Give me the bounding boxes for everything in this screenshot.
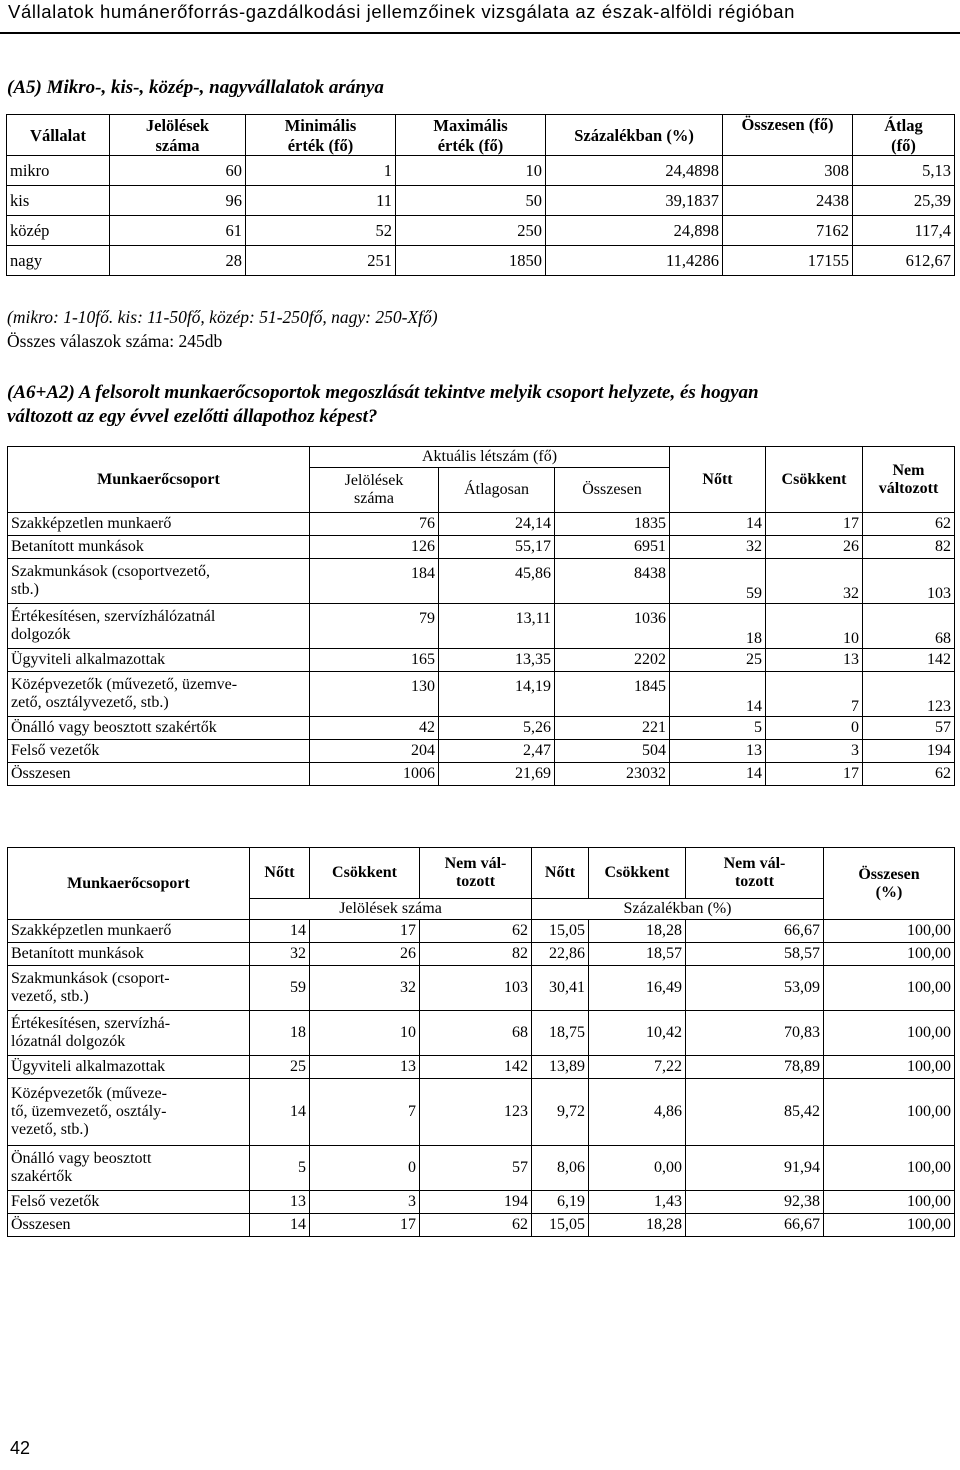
cell-group bbox=[8, 717, 310, 740]
cell-avg: 612,67 bbox=[853, 246, 955, 276]
table-row bbox=[8, 1214, 955, 1237]
cell-total: 221 bbox=[555, 717, 670, 740]
cell-decreased: 10 bbox=[310, 1011, 420, 1056]
col-decreased: Csökkent bbox=[310, 848, 420, 899]
cell-avg: 117,4 bbox=[853, 216, 955, 246]
cell-group bbox=[8, 672, 310, 717]
col-group: Munkaerőcsoport bbox=[8, 848, 250, 920]
cell-group-line1: Középvezetők (műveze- bbox=[11, 1085, 167, 1102]
table-row bbox=[8, 649, 955, 672]
col-decreased: Csökkent bbox=[766, 447, 863, 513]
cell-max: 1850 bbox=[396, 246, 546, 276]
cell-unchanged: 142 bbox=[863, 649, 955, 672]
cell-group-line2: stb.) bbox=[11, 581, 39, 598]
cell-total-pct: 100,00 bbox=[824, 966, 955, 1011]
table-row bbox=[8, 763, 955, 786]
cell-marks: 165 bbox=[310, 649, 439, 672]
cell-unchanged: 62 bbox=[863, 513, 955, 536]
table-row bbox=[8, 672, 955, 717]
cell-total: 17155 bbox=[723, 246, 853, 276]
cell-decreased: 26 bbox=[310, 943, 420, 966]
cell-grew: 5 bbox=[250, 1146, 310, 1191]
cell-group-line1: Szakmunkások (csoportvezető, bbox=[11, 563, 211, 580]
cell-marks: 96 bbox=[110, 186, 246, 216]
col-unchanged-line1: Nem bbox=[892, 461, 925, 479]
cell-decreased: 17 bbox=[766, 763, 863, 786]
cell-unchanged: 123 bbox=[420, 1079, 532, 1146]
cell-group bbox=[8, 763, 310, 786]
cell-decreased-pct: 18,28 bbox=[589, 920, 686, 943]
cell-grew-pct: 15,05 bbox=[532, 920, 589, 943]
cell-company: kis bbox=[7, 186, 110, 216]
col-marks-line2: száma bbox=[110, 135, 246, 156]
col-min-line2: érték (fő) bbox=[246, 135, 396, 156]
cell-total-pct: 100,00 bbox=[824, 1191, 955, 1214]
cell-group-line1: Ügyviteli alkalmazottak bbox=[11, 651, 166, 668]
cell-grew-pct: 22,86 bbox=[532, 943, 589, 966]
cell-grew-pct: 18,75 bbox=[532, 1011, 589, 1056]
cell-total: 23032 bbox=[555, 763, 670, 786]
cell-group-line1: Ügyviteli alkalmazottak bbox=[11, 1058, 166, 1075]
page-number: 42 bbox=[10, 1438, 31, 1458]
cell-grew: 14 bbox=[670, 513, 766, 536]
cell-unchanged-pct: 91,94 bbox=[686, 1146, 824, 1191]
cell-grew: 13 bbox=[250, 1191, 310, 1214]
cell-group bbox=[8, 943, 250, 966]
cell-company: nagy bbox=[7, 246, 110, 276]
cell-grew: 32 bbox=[250, 943, 310, 966]
cell-grew: 14 bbox=[250, 920, 310, 943]
cell-group bbox=[8, 1191, 250, 1214]
cell-group bbox=[8, 920, 250, 943]
cell-percent: 39,1837 bbox=[546, 186, 723, 216]
section-a6-heading-line2: változott az egy évvel ezelőtti állapothoz képest? bbox=[7, 406, 378, 427]
cell-max: 10 bbox=[396, 156, 546, 186]
cell-group bbox=[8, 966, 250, 1011]
cell-grew: 18 bbox=[670, 604, 766, 649]
cell-marks: 126 bbox=[310, 536, 439, 559]
cell-unchanged: 123 bbox=[863, 672, 955, 717]
running-header: Vállalatok humánerőforrás-gazdálkodási jellemzőinek vizsgálata az észak-alföldi régióban bbox=[8, 1, 796, 22]
table-row bbox=[8, 536, 955, 559]
cell-decreased-pct: 4,86 bbox=[589, 1079, 686, 1146]
cell-unchanged: 62 bbox=[863, 763, 955, 786]
cell-group-line1: Értékesítésen, szervízhálózatnál bbox=[11, 608, 216, 625]
cell-group bbox=[8, 604, 310, 649]
cell-group-line1: Középvezetők (művezető, üzemve- bbox=[11, 676, 238, 693]
cell-group-line2: zető, osztályvezető, stb.) bbox=[11, 694, 169, 711]
table-row bbox=[8, 1191, 955, 1214]
cell-group-line1: Betanított munkások bbox=[11, 538, 144, 555]
cell-grew: 18 bbox=[250, 1011, 310, 1056]
table-row bbox=[8, 559, 955, 604]
col-grew-pct: Nőtt bbox=[532, 848, 589, 899]
table-row bbox=[8, 1079, 955, 1146]
col-marks-line1: Jelölések bbox=[110, 115, 246, 136]
section-a6-heading-line1: (A6+A2) A felsorolt munkaerőcsoportok megoszlását tekintve melyik csoport helyzete, és hogyan bbox=[7, 382, 759, 403]
cell-unchanged-pct: 53,09 bbox=[686, 966, 824, 1011]
table-row bbox=[8, 513, 955, 536]
cell-decreased-pct: 18,57 bbox=[589, 943, 686, 966]
cell-total-pct: 100,00 bbox=[824, 1079, 955, 1146]
col-unchanged-line2: változott bbox=[878, 479, 939, 497]
cell-company: mikro bbox=[7, 156, 110, 186]
col-avg-line1: Átlag bbox=[853, 115, 955, 136]
cell-decreased: 17 bbox=[766, 513, 863, 536]
col-group: Munkaerőcsoport bbox=[8, 447, 310, 513]
cell-group bbox=[8, 1011, 250, 1056]
cell-unchanged-pct: 92,38 bbox=[686, 1191, 824, 1214]
cell-unchanged: 82 bbox=[420, 943, 532, 966]
col-max-line2: érték (fő) bbox=[396, 135, 546, 156]
cell-decreased-pct: 10,42 bbox=[589, 1011, 686, 1056]
cell-min: 1 bbox=[246, 156, 396, 186]
table-row bbox=[7, 216, 955, 246]
cell-group bbox=[8, 740, 310, 763]
col-unchanged-line1: Nem vál- bbox=[444, 855, 507, 872]
cell-grew: 13 bbox=[670, 740, 766, 763]
col-marks-line2: száma bbox=[354, 490, 394, 507]
cell-group-line1: Összesen bbox=[11, 1216, 71, 1233]
cell-decreased: 0 bbox=[766, 717, 863, 740]
cell-group-line1: Betanított munkások bbox=[11, 945, 144, 962]
col-current-headcount: Aktuális létszám (fő) bbox=[310, 447, 670, 468]
cell-unchanged: 62 bbox=[420, 920, 532, 943]
cell-unchanged: 57 bbox=[863, 717, 955, 740]
col-min-line1: Minimális bbox=[246, 115, 396, 136]
cell-total: 1845 bbox=[555, 672, 670, 717]
cell-grew: 32 bbox=[670, 536, 766, 559]
cell-group-line2: dolgozók bbox=[11, 626, 71, 643]
col-unchanged-pct-line2: tozott bbox=[734, 873, 775, 890]
cell-group-line1: Önálló vagy beosztott bbox=[11, 1150, 152, 1167]
cell-marks: 1006 bbox=[310, 763, 439, 786]
cell-decreased: 17 bbox=[310, 920, 420, 943]
cell-decreased: 26 bbox=[766, 536, 863, 559]
cell-decreased: 13 bbox=[310, 1056, 420, 1079]
col-average: Átlagosan bbox=[439, 468, 555, 513]
cell-decreased: 3 bbox=[310, 1191, 420, 1214]
table-row bbox=[8, 1146, 955, 1191]
table-row bbox=[8, 717, 955, 740]
table-row bbox=[7, 156, 955, 186]
cell-grew-pct: 6,19 bbox=[532, 1191, 589, 1214]
col-grew: Nőtt bbox=[250, 848, 310, 899]
cell-marks: 79 bbox=[310, 604, 439, 649]
cell-decreased: 10 bbox=[766, 604, 863, 649]
cell-grew: 14 bbox=[250, 1079, 310, 1146]
col-company: Vállalat bbox=[7, 115, 110, 156]
cell-unchanged: 82 bbox=[863, 536, 955, 559]
cell-total: 6951 bbox=[555, 536, 670, 559]
cell-marks: 61 bbox=[110, 216, 246, 246]
cell-group-line2: lózatnál dolgozók bbox=[11, 1033, 126, 1050]
cell-total-pct: 100,00 bbox=[824, 920, 955, 943]
col-marks-line1: Jelölések bbox=[344, 472, 404, 489]
table-row bbox=[8, 920, 955, 943]
cell-total: 2438 bbox=[723, 186, 853, 216]
cell-avg: 25,39 bbox=[853, 186, 955, 216]
cell-group bbox=[8, 1146, 250, 1191]
cell-marks: 184 bbox=[310, 559, 439, 604]
cell-group-line1: Felső vezetők bbox=[11, 1193, 100, 1210]
cell-marks: 76 bbox=[310, 513, 439, 536]
cell-grew-pct: 8,06 bbox=[532, 1146, 589, 1191]
cell-group bbox=[8, 513, 310, 536]
size-category-note: (mikro: 1-10fő. kis: 11-50fő, közép: 51-250fő, nagy: 250-Xfő) bbox=[7, 307, 438, 327]
cell-grew: 5 bbox=[670, 717, 766, 740]
cell-decreased-pct: 16,49 bbox=[589, 966, 686, 1011]
cell-min: 52 bbox=[246, 216, 396, 246]
cell-decreased-pct: 7,22 bbox=[589, 1056, 686, 1079]
cell-total-pct: 100,00 bbox=[824, 1146, 955, 1191]
cell-average: 45,86 bbox=[439, 559, 555, 604]
cell-grew: 25 bbox=[250, 1056, 310, 1079]
cell-grew: 14 bbox=[670, 672, 766, 717]
cell-marks: 28 bbox=[110, 246, 246, 276]
cell-group bbox=[8, 559, 310, 604]
cell-unchanged: 103 bbox=[420, 966, 532, 1011]
cell-unchanged: 142 bbox=[420, 1056, 532, 1079]
cell-average: 55,17 bbox=[439, 536, 555, 559]
cell-grew-pct: 9,72 bbox=[532, 1079, 589, 1146]
cell-max: 250 bbox=[396, 216, 546, 246]
cell-decreased: 17 bbox=[310, 1214, 420, 1237]
col-percent: Százalékban (%) bbox=[532, 899, 824, 920]
col-total: Összesen (fő) bbox=[723, 115, 853, 156]
col-avg-line2: (fő) bbox=[853, 135, 955, 156]
cell-marks: 204 bbox=[310, 740, 439, 763]
cell-unchanged-pct: 78,89 bbox=[686, 1056, 824, 1079]
cell-group-line1: Szakképzetlen munkaerő bbox=[11, 922, 172, 939]
cell-total: 308 bbox=[723, 156, 853, 186]
table-row bbox=[8, 740, 955, 763]
cell-group bbox=[8, 1079, 250, 1146]
cell-decreased: 13 bbox=[766, 649, 863, 672]
cell-percent: 24,4898 bbox=[546, 156, 723, 186]
col-total: Összesen bbox=[555, 468, 670, 513]
workforce-headcount-table bbox=[7, 446, 955, 786]
cell-group-line1: Önálló vagy beosztott szakértők bbox=[11, 719, 217, 736]
col-unchanged bbox=[420, 848, 532, 899]
cell-group-line1: Szakképzetlen munkaerő bbox=[11, 515, 172, 532]
cell-decreased: 7 bbox=[310, 1079, 420, 1146]
cell-average: 24,14 bbox=[439, 513, 555, 536]
cell-total: 1835 bbox=[555, 513, 670, 536]
cell-unchanged: 62 bbox=[420, 1214, 532, 1237]
cell-average: 13,35 bbox=[439, 649, 555, 672]
cell-unchanged: 194 bbox=[420, 1191, 532, 1214]
cell-percent: 11,4286 bbox=[546, 246, 723, 276]
cell-decreased-pct: 1,43 bbox=[589, 1191, 686, 1214]
cell-min: 251 bbox=[246, 246, 396, 276]
cell-group bbox=[8, 1056, 250, 1079]
col-max-line1: Maximális bbox=[396, 115, 546, 136]
cell-total: 2202 bbox=[555, 649, 670, 672]
cell-unchanged: 57 bbox=[420, 1146, 532, 1191]
table-row bbox=[8, 1056, 955, 1079]
cell-total-pct: 100,00 bbox=[824, 943, 955, 966]
cell-average: 5,26 bbox=[439, 717, 555, 740]
col-marks-count: Jelölések száma bbox=[250, 899, 532, 920]
cell-decreased: 32 bbox=[310, 966, 420, 1011]
cell-total-pct: 100,00 bbox=[824, 1011, 955, 1056]
cell-percent: 24,898 bbox=[546, 216, 723, 246]
col-total-pct bbox=[824, 848, 955, 920]
col-percent: Százalékban (%) bbox=[546, 115, 723, 156]
table-row bbox=[7, 246, 955, 276]
section-a5-heading: (A5) Mikro-, kis-, közép-, nagyvállalatok aránya bbox=[7, 77, 384, 98]
table-row bbox=[8, 604, 955, 649]
cell-grew: 25 bbox=[670, 649, 766, 672]
cell-decreased: 3 bbox=[766, 740, 863, 763]
cell-group bbox=[8, 649, 310, 672]
cell-total-pct: 100,00 bbox=[824, 1056, 955, 1079]
table-row bbox=[7, 186, 955, 216]
cell-grew: 59 bbox=[250, 966, 310, 1011]
col-unchanged-pct-line1: Nem vál- bbox=[723, 855, 786, 872]
cell-unchanged-pct: 66,67 bbox=[686, 920, 824, 943]
cell-group bbox=[8, 1214, 250, 1237]
cell-unchanged-pct: 70,83 bbox=[686, 1011, 824, 1056]
cell-group-line1: Értékesítésen, szervízhá- bbox=[11, 1015, 171, 1032]
cell-grew-pct: 30,41 bbox=[532, 966, 589, 1011]
col-decreased-pct: Csökkent bbox=[589, 848, 686, 899]
cell-marks: 60 bbox=[110, 156, 246, 186]
col-marks bbox=[310, 468, 439, 513]
cell-unchanged: 68 bbox=[420, 1011, 532, 1056]
workforce-change-table bbox=[7, 847, 955, 1237]
cell-total: 8438 bbox=[555, 559, 670, 604]
cell-decreased: 7 bbox=[766, 672, 863, 717]
header-rule bbox=[0, 32, 960, 34]
col-unchanged bbox=[863, 447, 955, 513]
cell-marks: 130 bbox=[310, 672, 439, 717]
cell-group-line1: Szakmunkások (csoport- bbox=[11, 970, 170, 987]
cell-company: közép bbox=[7, 216, 110, 246]
cell-decreased: 0 bbox=[310, 1146, 420, 1191]
cell-marks: 42 bbox=[310, 717, 439, 740]
col-total-pct-line1: Összesen bbox=[858, 865, 920, 883]
cell-group-line2: tő, üzemvezető, osztály- bbox=[11, 1103, 167, 1120]
cell-unchanged: 68 bbox=[863, 604, 955, 649]
cell-decreased-pct: 0,00 bbox=[589, 1146, 686, 1191]
cell-group-line2: szakértők bbox=[11, 1168, 73, 1185]
cell-decreased-pct: 18,28 bbox=[589, 1214, 686, 1237]
cell-unchanged: 103 bbox=[863, 559, 955, 604]
cell-total: 7162 bbox=[723, 216, 853, 246]
table-row bbox=[8, 966, 955, 1011]
cell-group-line1: Felső vezetők bbox=[11, 742, 100, 759]
cell-unchanged-pct: 66,67 bbox=[686, 1214, 824, 1237]
cell-grew: 14 bbox=[250, 1214, 310, 1237]
cell-average: 2,47 bbox=[439, 740, 555, 763]
cell-total: 1036 bbox=[555, 604, 670, 649]
table-row bbox=[8, 943, 955, 966]
cell-max: 50 bbox=[396, 186, 546, 216]
cell-grew-pct: 15,05 bbox=[532, 1214, 589, 1237]
cell-grew-pct: 13,89 bbox=[532, 1056, 589, 1079]
cell-grew: 59 bbox=[670, 559, 766, 604]
cell-decreased: 32 bbox=[766, 559, 863, 604]
cell-total-pct: 100,00 bbox=[824, 1214, 955, 1237]
company-size-table bbox=[6, 114, 955, 276]
cell-group bbox=[8, 536, 310, 559]
cell-group-line1: Összesen bbox=[11, 765, 71, 782]
cell-average: 14,19 bbox=[439, 672, 555, 717]
cell-unchanged-pct: 85,42 bbox=[686, 1079, 824, 1146]
cell-min: 11 bbox=[246, 186, 396, 216]
cell-average: 13,11 bbox=[439, 604, 555, 649]
total-answers: Összes válaszok száma: 245db bbox=[7, 331, 223, 351]
cell-unchanged-pct: 58,57 bbox=[686, 943, 824, 966]
col-total-pct-line2: (%) bbox=[875, 883, 903, 901]
cell-average: 21,69 bbox=[439, 763, 555, 786]
table-row bbox=[8, 1011, 955, 1056]
col-grew: Nőtt bbox=[670, 447, 766, 513]
col-unchanged-line2: tozott bbox=[455, 873, 496, 890]
cell-unchanged: 194 bbox=[863, 740, 955, 763]
cell-total: 504 bbox=[555, 740, 670, 763]
cell-group-line3: vezető, stb.) bbox=[11, 1121, 89, 1138]
cell-grew: 14 bbox=[670, 763, 766, 786]
col-unchanged-pct bbox=[686, 848, 824, 899]
cell-avg: 5,13 bbox=[853, 156, 955, 186]
cell-group-line2: vezető, stb.) bbox=[11, 988, 89, 1005]
